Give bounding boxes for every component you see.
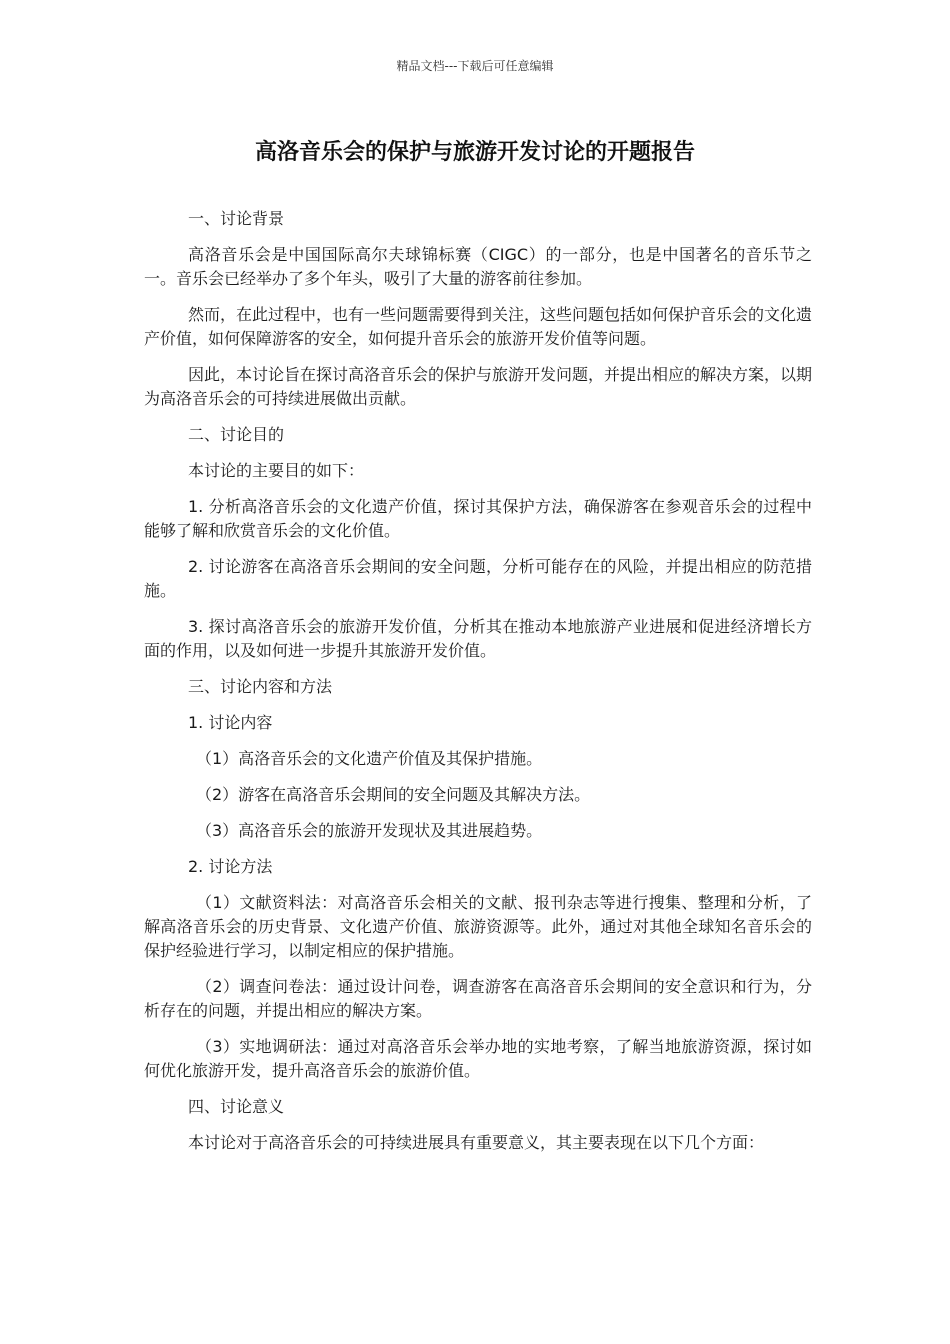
paragraph: 因此，本讨论旨在探讨高洛音乐会的保护与旅游开发问题，并提出相应的解决方案，以期为高洛音乐会的可持续进展做出贡献。 <box>144 365 813 408</box>
list-item: （3）实地调研法：通过对高洛音乐会举办地的实地考察，了解当地旅游资源，探讨如何优化旅游开发，提升高洛音乐会的旅游价值。 <box>144 1037 812 1080</box>
list-item: （2）游客在高洛音乐会期间的安全问题及其解决方法。 <box>196 785 591 804</box>
section-heading-purpose: 二、讨论目的 <box>188 425 285 444</box>
list-item: 3. 探讨高洛音乐会的旅游开发价值，分析其在推动本地旅游产业进展和促进经济增长方面的作用，以及如何进一步提升其旅游开发价值。 <box>144 617 812 660</box>
list-item: 2. 讨论游客在高洛音乐会期间的安全问题，分析可能存在的风险，并提出相应的防范措施。 <box>144 557 812 600</box>
list-item: 1. 分析高洛音乐会的文化遗产价值，探讨其保护方法，确保游客在参观音乐会的过程中能够了解和欣赏音乐会的文化价值。 <box>144 497 812 540</box>
list-item: （1）高洛音乐会的文化遗产价值及其保护措施。 <box>196 749 543 768</box>
header-note: 精品文档---下载后可任意编辑 <box>396 59 554 73</box>
subsection-heading-method: 2. 讨论方法 <box>188 857 273 876</box>
section-heading-content-method: 三、讨论内容和方法 <box>188 677 333 696</box>
subsection-heading-content: 1. 讨论内容 <box>188 713 273 732</box>
document-title: 高洛音乐会的保护与旅游开发讨论的开题报告 <box>254 140 695 165</box>
document-body <box>144 207 812 1167</box>
section-heading-significance: 四、讨论意义 <box>188 1097 285 1116</box>
paragraph: 高洛音乐会是中国国际高尔夫球锦标赛（CIGC）的一部分，也是中国著名的音乐节之一。音乐会已经举办了多个年头，吸引了大量的游客前往参加。 <box>144 245 812 288</box>
list-item: （3）高洛音乐会的旅游开发现状及其进展趋势。 <box>196 821 543 840</box>
paragraph: 本讨论对于高洛音乐会的可持续进展具有重要意义，其主要表现在以下几个方面： <box>188 1133 765 1152</box>
paragraph: 本讨论的主要目的如下： <box>188 461 365 480</box>
paragraph: 然而，在此过程中，也有一些问题需要得到关注，这些问题包括如何保护音乐会的文化遗产价值，如何保障游客的安全，如何提升音乐会的旅游开发价值等问题。 <box>144 305 813 348</box>
list-item: （1）文献资料法：对高洛音乐会相关的文献、报刊杂志等进行搜集、整理和分析，了解高洛音乐会的历史背景、文化遗产价值、旅游资源等。此外，通过对其他全球知名音乐会的保护经验进行学习，以制定相应的保护措施。 <box>144 893 812 960</box>
section-heading-background: 一、讨论背景 <box>188 209 285 228</box>
list-item: （2）调查问卷法：通过设计问卷，调查游客在高洛音乐会期间的安全意识和行为，分析存在的问题，并提出相应的解决方案。 <box>144 977 812 1020</box>
